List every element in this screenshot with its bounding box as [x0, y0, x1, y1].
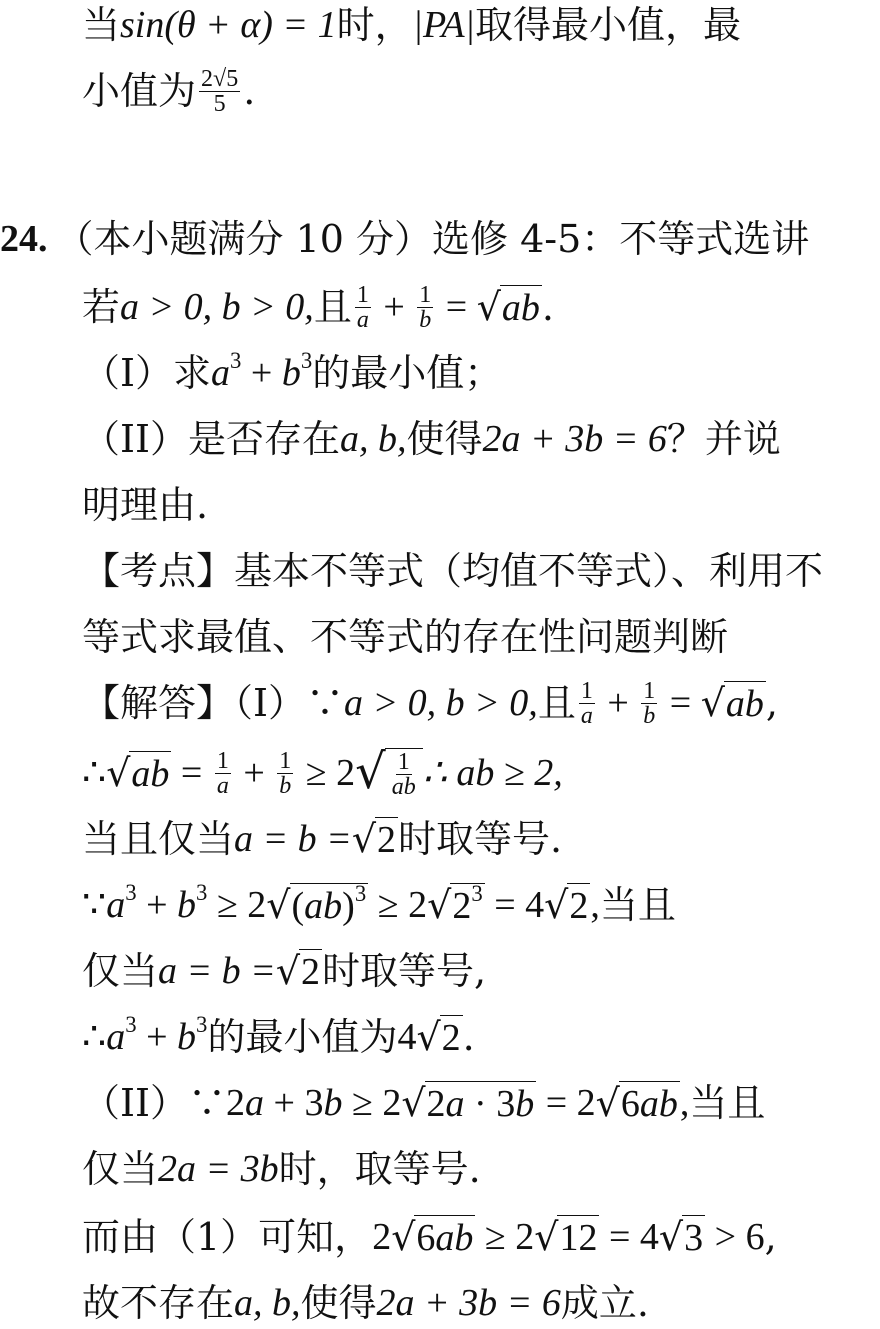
problem-condition: 若 a > 0, b > 0, 且 $\frac{1}{a}$ + $\frac{1}{b}$ = √ ab . [82, 281, 555, 333]
square-root: √ $\frac{1}{ab}$ [355, 748, 423, 799]
text: , [764, 1215, 777, 1259]
math-expression: $a^3 + b^3$ [211, 347, 313, 394]
text: ∴ [82, 752, 107, 794]
math-expression: a > 0, b > 0, [120, 286, 314, 328]
square-root: √ 2a · 3b [401, 1080, 535, 1125]
text: 而由（1）可知， [82, 1215, 373, 1259]
text: 当且 [689, 1081, 766, 1125]
text: 时，取等号. [278, 1147, 481, 1191]
fraction: $\frac{1}{a}$ [356, 281, 369, 333]
fraction: $\frac{1}{a}$ [580, 677, 593, 729]
square-root: √ 6ab [595, 1080, 678, 1125]
text: 【解答】（I）∵ [82, 681, 345, 725]
text: 当 [82, 3, 121, 47]
solution-line-3 [82, 814, 562, 864]
fraction-numerator: 2√5 [201, 65, 239, 92]
continuation-line-2 [82, 66, 255, 116]
math-expression: 2a + 3b = 6 [376, 1282, 561, 1324]
square-root: √ ab [700, 680, 764, 725]
square-root: √ 2 [544, 882, 589, 927]
square-root: √ 2 [351, 816, 397, 861]
math-expression: a > 0, b > 0, [344, 682, 538, 724]
text: 仅当 [82, 949, 159, 993]
math-expression: |PA| [412, 4, 476, 46]
text: （I）求 [82, 351, 212, 395]
solution-line-7: （II）∵ 2a + 3b ≥ 2 √ 2a · 3b = 2 √ 6ab , 当且 [82, 1080, 766, 1125]
text: 等式求最值、不等式的存在性问题判断 [82, 615, 729, 659]
text: 使得 [406, 417, 483, 461]
square-root: √ 3 [658, 1214, 704, 1259]
text: 明理由. [82, 483, 209, 527]
math-expression: 2a = 3b [158, 1148, 279, 1190]
text: ∴ [82, 1016, 107, 1058]
text: 取得最小值，最 [475, 3, 742, 47]
text: 当且 [599, 883, 676, 927]
fraction: $\frac{1}{a}$ [216, 747, 229, 799]
solution-line-8 [82, 1144, 481, 1194]
fraction: $\frac{1}{b}$ [419, 281, 432, 333]
math-expression: 2a + 3b = 6 [482, 418, 667, 460]
text: 成立. [560, 1281, 649, 1325]
text: 【考点】基本不等式（均值不等式）、利用不 [82, 549, 824, 593]
kaodian-line-1 [82, 546, 823, 596]
math-expression: a = b = [158, 950, 276, 992]
square-root: √ (ab)$^3$ [266, 880, 367, 927]
text: 的最小值； [312, 351, 503, 395]
square-root: √ $2^3$ [427, 880, 483, 927]
text: . [243, 69, 256, 113]
fraction: $\frac{1}{b}$ [643, 677, 656, 729]
math-expression: a, b, [234, 1282, 301, 1324]
text: 时取等号. [398, 817, 563, 861]
solution-line-4: ∵ $a^3 + b^3$ ≥ 2 √ (ab)$^3$ ≥ 2 √ $2^3$ = 4 √ 2 , 当且 [82, 879, 676, 927]
text: 的最小值为 [207, 1015, 398, 1059]
square-root: √ 2 [275, 948, 321, 993]
solution-line-9: 而由（1）可知， 2 √ 6ab ≥ 2 √ 12 = 4 √ 3 > 6 , [82, 1214, 777, 1259]
text: 小值为 [82, 69, 197, 113]
text: ？并说 [666, 417, 781, 461]
square-root: √ ab [106, 750, 170, 795]
solution-line-5 [82, 946, 486, 996]
text: （II）是否存在 [82, 417, 341, 461]
math-expression: a, b, [340, 418, 407, 460]
text: 若 [82, 285, 121, 329]
math-expression: a = b = [234, 818, 352, 860]
text: 时取等号, [322, 949, 487, 993]
text: 故不存在 [82, 1281, 235, 1325]
fraction-denominator: 5 [213, 90, 226, 117]
text: 且 [313, 285, 352, 329]
text: （II）∵ [82, 1081, 227, 1125]
solution-line-2: ∴ √ ab = $\frac{1}{a}$ + $\frac{1}{b}$ ≥ 2 √ $\frac{1}{ab}$ ∴ ab ≥ 2, [82, 743, 563, 800]
problem-header [0, 214, 809, 264]
fraction: $\frac{1}{b}$ [279, 747, 292, 799]
text: . [462, 1015, 475, 1059]
fraction [199, 67, 240, 116]
square-root: √ 6ab [391, 1214, 474, 1259]
problem-number: 24. [0, 218, 48, 260]
text: , [765, 681, 779, 725]
text: 当且仅当 [82, 817, 235, 861]
text: . [541, 285, 555, 329]
text: 时， [336, 3, 413, 47]
math-expression: sin(θ + α) = 1 [120, 4, 337, 46]
solution-line-1: 【解答】（I）∵ a > 0, b > 0, 且 $\frac{1}{a}$ + $\frac{1}{b}$ = √ ab , [82, 677, 779, 729]
problem-part-1 [82, 348, 502, 398]
math-expression: ∴ ab ≥ 2, [422, 752, 563, 794]
square-root: √ 12 [534, 1214, 598, 1259]
text: ∵ [82, 884, 107, 926]
square-root: √ 2 [416, 1014, 461, 1059]
problem-part-2-cont [82, 480, 208, 530]
text: 使得 [300, 1281, 377, 1325]
kaodian-line-2 [82, 612, 728, 662]
text: 且 [537, 681, 576, 725]
continuation-line-1 [82, 0, 741, 50]
square-root: √ ab [476, 284, 540, 329]
problem-part-2 [82, 414, 781, 464]
solution-line-6: ∴ $a^3 + b^3$ 的最小值为 4 √ 2 . [82, 1011, 475, 1059]
solution-line-10 [82, 1278, 649, 1328]
text: 仅当 [82, 1147, 159, 1191]
problem-title: （本小题满分 10 分）选修 4-5：不等式选讲 [55, 217, 810, 261]
